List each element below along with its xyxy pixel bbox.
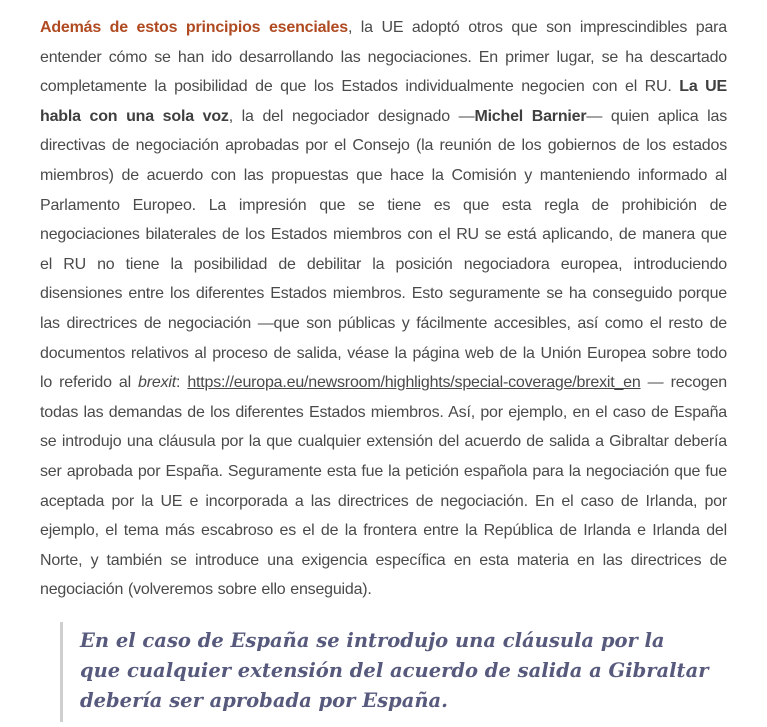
brexit-coverage-link[interactable]: https://europa.eu/newsroom/highlights/special-coverage/brexit_en xyxy=(187,374,641,392)
italic-term-brexit: brexit xyxy=(138,374,176,392)
paragraph-text-1: , la UE adoptó otros que son imprescindibles para entender cómo se han ido desarrollando las negociaciones. En primer lugar, se ha descartado completamente la posibilidad de que los Estados individualmente negocien con el RU. xyxy=(40,19,727,96)
lead-phrase: Además de estos principios esenciales xyxy=(40,19,348,36)
pull-quote-text: En el caso de España se introdujo una cláusula por la que cualquier extensión del acuerdo de salida a Gibraltar debería ser aprobada por España. xyxy=(80,628,709,712)
bold-phrase-michel-barnier: Michel Barnier xyxy=(474,107,587,125)
paragraph-text-3: — quien aplica las directivas de negociación aprobadas por el Consejo (la reunión de los gobiernos de los estados miembros) de acuerdo con las propuestas que hace la Comisión y manteniendo informado al Parlamento Europeo. La impresión que se tiene es que esta regla de prohibición de negociaciones bilaterales de los Estados miembros con el RU se está aplicando, de manera que el RU no tiene la posibilidad de debilitar la posición negociadora europea, introduciendo disensiones entre los diferentes Estados miembros. Esto seguramente se ha conseguido porque las directrices de negociación —que son públicas y fácilmente accesibles, así como el resto de documentos relativos al proceso de salida, véase la página web de la Unión Europea sobre todo lo referido al xyxy=(40,107,727,392)
paragraph-text-2: , la del negociador designado — xyxy=(228,107,475,125)
pull-quote xyxy=(60,622,727,722)
paragraph-text-5: — recogen todas las demandas de los diferentes Estados miembros. Así, por ejemplo, en el caso de España se introdujo una cláusula por la que cualquier extensión del acuerdo de salida a Gibraltar debería ser aprobada por España. Seguramente esta fue la petición española para la negociación que fue aceptada por la UE e incorporada a las directrices de negociación. En el caso de Irlanda, por ejemplo, el tema más escabroso es el de la frontera entre la República de Irlanda e Irlanda del Norte, y también se introduce una exigencia específica en esta materia en las directrices de negociación (volveremos sobre ello enseguida). xyxy=(40,374,727,599)
intro-paragraph xyxy=(40,13,727,605)
bold-phrase-una-sola-voz: La UE habla con una sola voz xyxy=(40,78,727,125)
paragraph-text-4: : xyxy=(175,374,188,392)
